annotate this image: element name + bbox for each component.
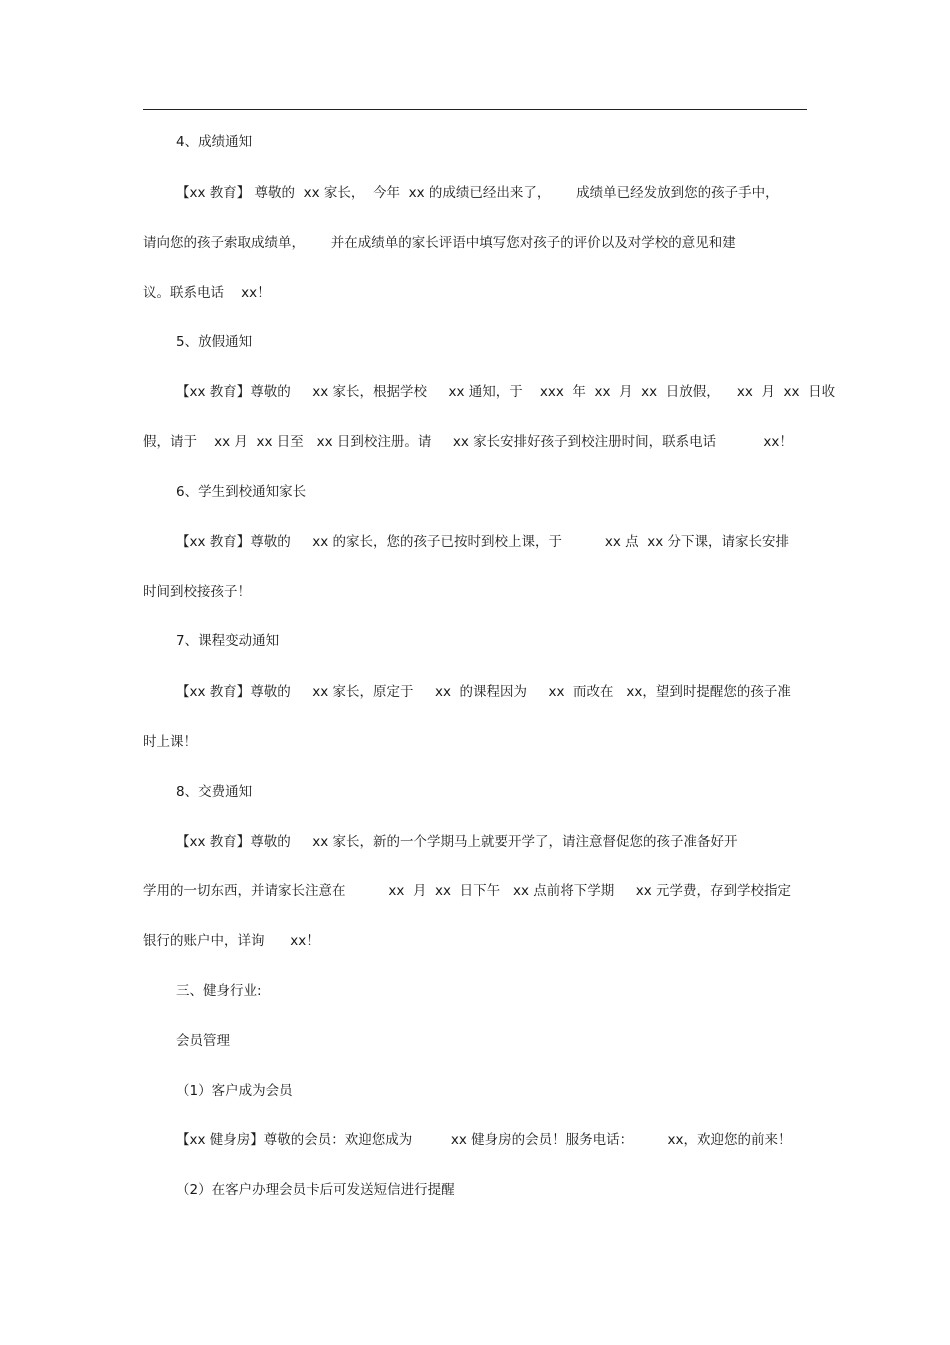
paragraph-line: 时间到校接孩子！ [143,584,251,600]
heading-grade-notice: 4、成绩通知 [176,134,253,150]
paragraph-line: 【xx 健身房】尊敬的会员：欢迎您成为 xx 健身房的会员！服务电话： xx，欢迎您的前来！ [176,1132,792,1148]
heading-course-change: 7、课程变动通知 [176,633,280,649]
item-card-reminder: （2）在客户办理会员卡后可发送短信进行提醒 [176,1182,455,1198]
paragraph-line: 【xx 教育】尊敬的 xx 的家长，您的孩子已按时到校上课，于 xx 点 xx 分下课，请家长安排 [176,534,790,550]
item-become-member: （1）客户成为会员 [176,1083,293,1099]
heading-arrival-notice: 6、学生到校通知家长 [176,484,307,500]
heading-holiday-notice: 5、放假通知 [176,334,253,350]
paragraph-line: 【xx 教育】尊敬的 xx 家长，原定于 xx 的课程因为 xx 而改在 xx，望到时提醒您的孩子准 [176,684,791,700]
heading-fee-notice: 8、交费通知 [176,784,253,800]
paragraph-line: 【xx 教育】 尊敬的 xx 家长， 今年 xx 的成绩已经出来了， 成绩单已经发放到您的孩子手中， [176,185,779,201]
paragraph-line: 时上课！ [143,734,197,750]
paragraph-line: 【xx 教育】尊敬的 xx 家长，新的一个学期马上就要开学了，请注意督促您的孩子准备好开 [176,834,738,850]
paragraph-line: 议。联系电话 xx！ [143,285,271,301]
paragraph-line: 学用的一切东西，并请家长注意在 xx 月 xx 日下午 xx 点前将下学期 xx 元学费，存到学校指定 [143,883,791,899]
subheading-member-management: 会员管理 [176,1033,230,1049]
heading-fitness-industry: 三、健身行业: [176,983,262,999]
paragraph-line: 银行的账户中，详询 xx！ [143,933,320,949]
paragraph-line: 请向您的孩子索取成绩单， 并在成绩单的家长评语中填写您对孩子的评价以及对学校的意见和建 [143,235,736,251]
header-rule [143,109,807,110]
paragraph-line: 【xx 教育】尊敬的 xx 家长，根据学校 xx 通知，于 xxx 年 xx 月 xx 日放假， xx 月 xx 日收 [176,384,836,400]
paragraph-line: 假，请于 xx 月 xx 日至 xx 日到校注册。请 xx 家长安排好孩子到校注册时间，联系电话 xx！ [143,434,793,450]
